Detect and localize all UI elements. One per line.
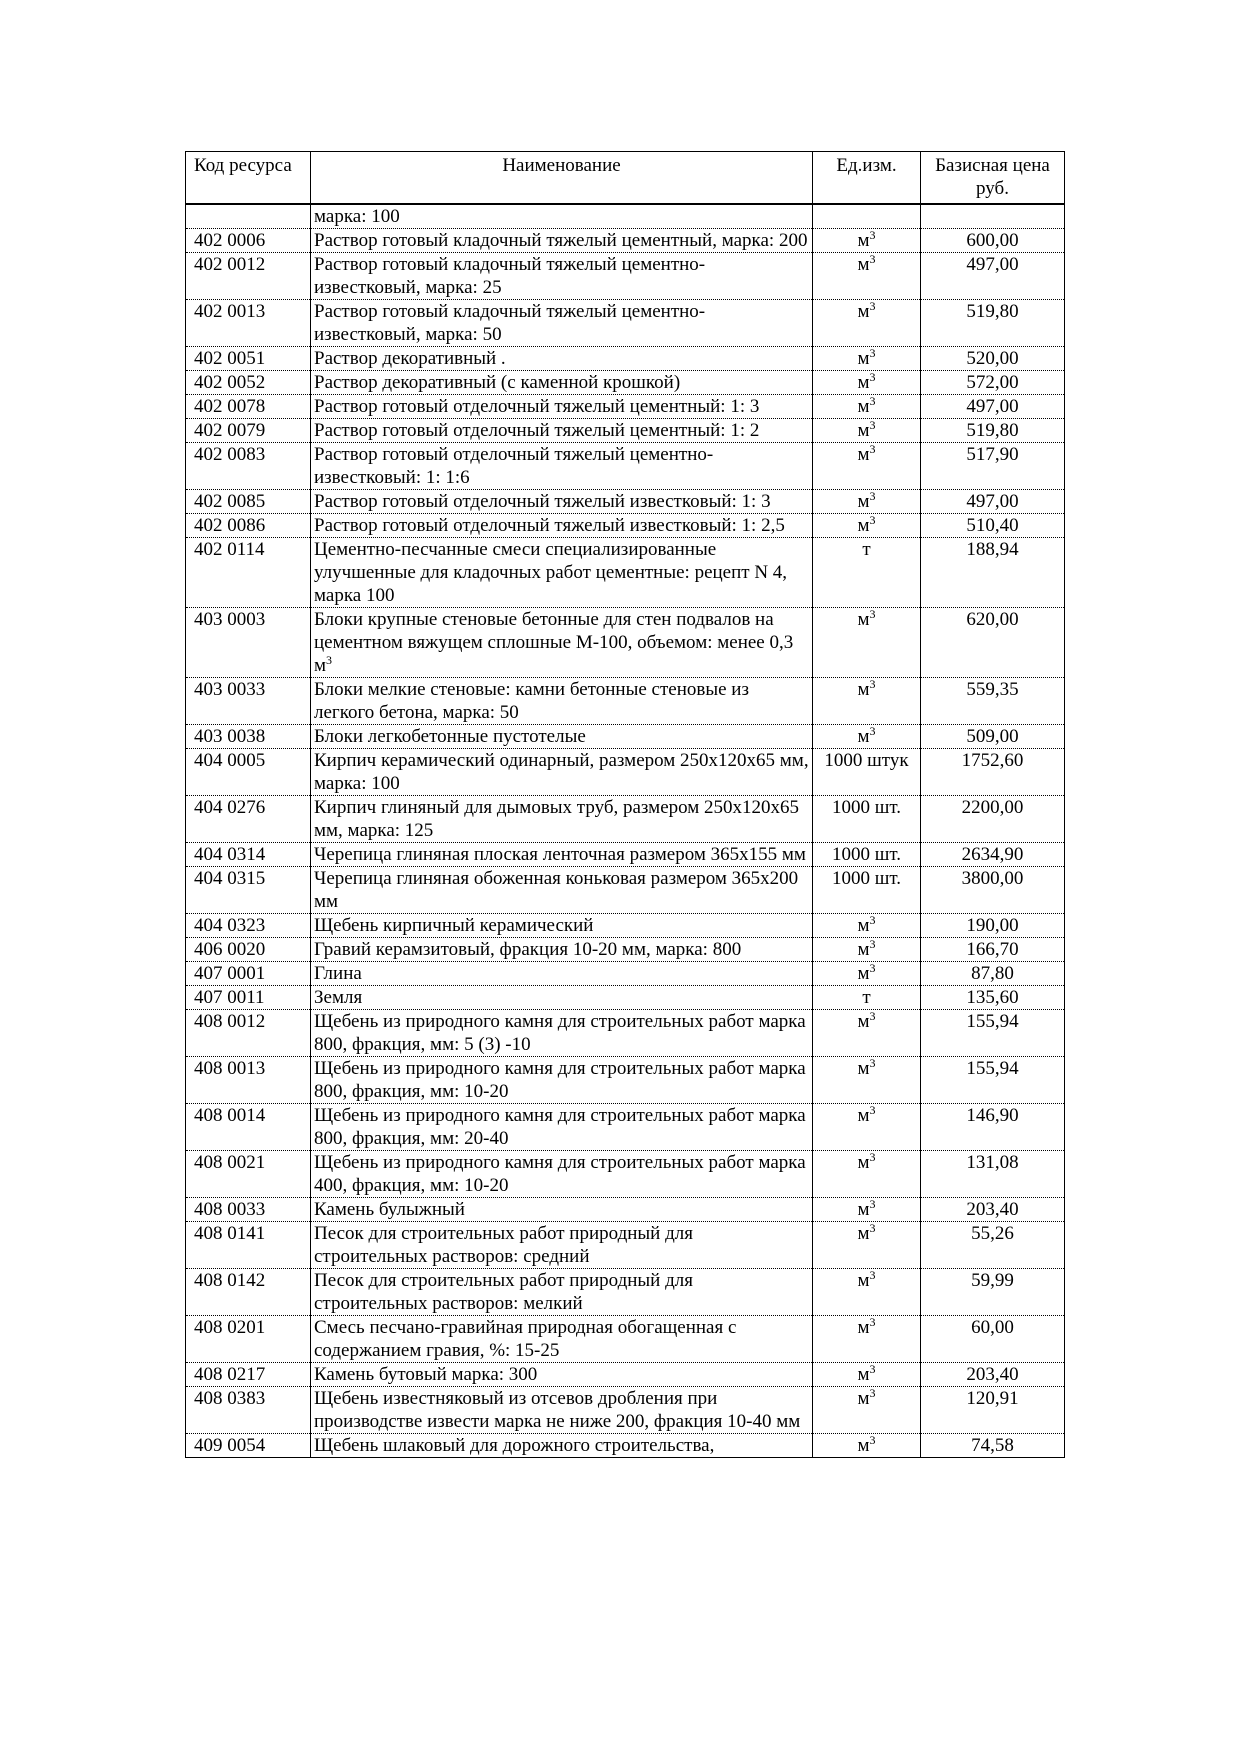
- table-row: [186, 986, 1065, 1010]
- cell-unit: $м^3$: [813, 962, 921, 986]
- cell-name: Раствор готовый кладочный тяжелый цементно-известковый, марка: 25: [311, 253, 813, 300]
- cell-resource-code: 409 0054: [186, 1434, 311, 1458]
- table-row: [186, 914, 1065, 938]
- cell-resource-code: 408 0014: [186, 1104, 311, 1151]
- cell-name: Раствор готовый отделочный тяжелый цементно-известковый: 1: 1:6: [311, 443, 813, 490]
- cell-name: Цементно-песчанные смеси специализированные улучшенные для кладочных работ цементные: рецепт N 4, марка 100: [311, 538, 813, 608]
- table-row: [186, 490, 1065, 514]
- cell-resource-code: 408 0013: [186, 1057, 311, 1104]
- cell-resource-code: 402 0052: [186, 371, 311, 395]
- table-header-row: [186, 152, 1065, 205]
- cell-unit: $м^3$: [813, 229, 921, 253]
- cell-resource-code: 402 0083: [186, 443, 311, 490]
- cell-base-price: 519,80: [921, 419, 1065, 443]
- table-row: [186, 229, 1065, 253]
- cell-base-price: 59,99: [921, 1269, 1065, 1316]
- table-row: [186, 371, 1065, 395]
- cell-resource-code: 408 0021: [186, 1151, 311, 1198]
- cell-name: Раствор готовый отделочный тяжелый цементный: 1: 3: [311, 395, 813, 419]
- table-body: [186, 204, 1065, 1458]
- cell-name: Щебень кирпичный керамический: [311, 914, 813, 938]
- cell-resource-code: 403 0003: [186, 608, 311, 678]
- cell-resource-code: 402 0051: [186, 347, 311, 371]
- cell-unit: $м^3$: [813, 1387, 921, 1434]
- cell-resource-code: 408 0142: [186, 1269, 311, 1316]
- table-row: [186, 538, 1065, 608]
- cell-base-price: 135,60: [921, 986, 1065, 1010]
- cell-name: Щебень шлаковый для дорожного строительства,: [311, 1434, 813, 1458]
- table-row: [186, 749, 1065, 796]
- cell-unit: $м^3$: [813, 914, 921, 938]
- cell-base-price: 203,40: [921, 1198, 1065, 1222]
- cell-base-price: 155,94: [921, 1057, 1065, 1104]
- cell-unit: 1000 штук: [813, 749, 921, 796]
- table-row: [186, 608, 1065, 678]
- cell-base-price: 87,80: [921, 962, 1065, 986]
- header-resource-code: Код ресурса: [186, 152, 311, 205]
- cell-resource-code: 404 0314: [186, 843, 311, 867]
- cell-unit: $м^3$: [813, 1151, 921, 1198]
- table-row: [186, 443, 1065, 490]
- cell-name: Смесь песчано-гравийная природная обогащенная с содержанием гравия, %: 15-25: [311, 1316, 813, 1363]
- cell-name: Щебень известняковый из отсевов дробления при производстве извести марка не ниже 200, фракция 10-40 мм: [311, 1387, 813, 1434]
- table-row: [186, 347, 1065, 371]
- cell-resource-code: 408 0012: [186, 1010, 311, 1057]
- cell-resource-code: 402 0078: [186, 395, 311, 419]
- cell-base-price: 510,40: [921, 514, 1065, 538]
- cell-resource-code: 404 0315: [186, 867, 311, 914]
- cell-unit: т: [813, 538, 921, 608]
- cell-resource-code: 403 0038: [186, 725, 311, 749]
- header-unit: Ед.изм.: [813, 152, 921, 205]
- table-row: [186, 253, 1065, 300]
- cell-resource-code: 402 0013: [186, 300, 311, 347]
- cell-resource-code: 402 0079: [186, 419, 311, 443]
- table-row: [186, 1010, 1065, 1057]
- cell-unit: $м^3$: [813, 1269, 921, 1316]
- cell-unit: [813, 204, 921, 229]
- cell-base-price: 188,94: [921, 538, 1065, 608]
- cell-base-price: 166,70: [921, 938, 1065, 962]
- cell-resource-code: 404 0323: [186, 914, 311, 938]
- cell-base-price: 497,00: [921, 395, 1065, 419]
- cell-name: Глина: [311, 962, 813, 986]
- table-row: [186, 419, 1065, 443]
- cell-unit: $м^3$: [813, 678, 921, 725]
- cell-base-price: 120,91: [921, 1387, 1065, 1434]
- cell-unit: $м^3$: [813, 443, 921, 490]
- table-row: [186, 1363, 1065, 1387]
- cell-unit: 1000 шт.: [813, 867, 921, 914]
- cell-base-price: 572,00: [921, 371, 1065, 395]
- cell-name: Щебень из природного камня для строительных работ марка 400, фракция, мм: 10-20: [311, 1151, 813, 1198]
- table-row: [186, 725, 1065, 749]
- cell-resource-code: 408 0201: [186, 1316, 311, 1363]
- cell-base-price: [921, 204, 1065, 229]
- table-row: [186, 1387, 1065, 1434]
- table-row: [186, 1104, 1065, 1151]
- cell-base-price: 600,00: [921, 229, 1065, 253]
- cell-name: Раствор готовый отделочный тяжелый цементный: 1: 2: [311, 419, 813, 443]
- cell-name: Кирпич глиняный для дымовых труб, размером 250х120х65 мм, марка: 125: [311, 796, 813, 843]
- header-base-price: Базисная цена руб.: [921, 152, 1065, 205]
- cell-unit: т: [813, 986, 921, 1010]
- cell-name: Черепица глиняная плоская ленточная размером 365х155 мм: [311, 843, 813, 867]
- cell-name: Раствор готовый отделочный тяжелый известковый: 1: 3: [311, 490, 813, 514]
- table-row: [186, 1269, 1065, 1316]
- cell-base-price: 520,00: [921, 347, 1065, 371]
- cell-resource-code: 404 0005: [186, 749, 311, 796]
- cell-base-price: 497,00: [921, 490, 1065, 514]
- price-table-page: [185, 151, 1064, 1458]
- cell-resource-code: 407 0011: [186, 986, 311, 1010]
- cell-unit: 1000 шт.: [813, 843, 921, 867]
- table-row: [186, 938, 1065, 962]
- cell-resource-code: 406 0020: [186, 938, 311, 962]
- cell-name: Щебень из природного камня для строительных работ марка 800, фракция, мм: 5 (3) -10: [311, 1010, 813, 1057]
- cell-base-price: 620,00: [921, 608, 1065, 678]
- table-row: [186, 1434, 1065, 1458]
- cell-name: Блоки мелкие стеновые: камни бетонные стеновые из легкого бетона, марка: 50: [311, 678, 813, 725]
- cell-unit: $м^3$: [813, 371, 921, 395]
- cell-unit: $м^3$: [813, 1104, 921, 1151]
- cell-resource-code: 407 0001: [186, 962, 311, 986]
- cell-unit: $м^3$: [813, 1010, 921, 1057]
- table-row: [186, 1057, 1065, 1104]
- table-row: [186, 1198, 1065, 1222]
- cell-name: Раствор готовый кладочный тяжелый цементный, марка: 200: [311, 229, 813, 253]
- cell-name: Раствор декоративный .: [311, 347, 813, 371]
- cell-resource-code: 404 0276: [186, 796, 311, 843]
- cell-name: Щебень из природного камня для строительных работ марка 800, фракция, мм: 20-40: [311, 1104, 813, 1151]
- cell-unit: $м^3$: [813, 419, 921, 443]
- cell-base-price: 60,00: [921, 1316, 1065, 1363]
- cell-base-price: 2634,90: [921, 843, 1065, 867]
- cell-name: Черепица глиняная обоженная коньковая размером 365х200 мм: [311, 867, 813, 914]
- cell-resource-code: 408 0217: [186, 1363, 311, 1387]
- table-row: [186, 204, 1065, 229]
- cell-unit: $м^3$: [813, 514, 921, 538]
- cell-resource-code: 403 0033: [186, 678, 311, 725]
- table-row: [186, 514, 1065, 538]
- cell-base-price: 146,90: [921, 1104, 1065, 1151]
- cell-name: Песок для строительных работ природный для строительных растворов: мелкий: [311, 1269, 813, 1316]
- cell-unit: $м^3$: [813, 1363, 921, 1387]
- cell-resource-code: 402 0006: [186, 229, 311, 253]
- table-row: [186, 1151, 1065, 1198]
- cell-resource-code: 402 0085: [186, 490, 311, 514]
- cell-base-price: 155,94: [921, 1010, 1065, 1057]
- cell-name: Песок для строительных работ природный для строительных растворов: средний: [311, 1222, 813, 1269]
- cell-resource-code: 408 0141: [186, 1222, 311, 1269]
- cell-name: Раствор готовый отделочный тяжелый известковый: 1: 2,5: [311, 514, 813, 538]
- cell-unit: $м^3$: [813, 300, 921, 347]
- header-name: Наименование: [311, 152, 813, 205]
- cell-name: Раствор декоративный (с каменной крошкой): [311, 371, 813, 395]
- cell-unit: $м^3$: [813, 938, 921, 962]
- cell-base-price: 190,00: [921, 914, 1065, 938]
- cell-base-price: 74,58: [921, 1434, 1065, 1458]
- cell-base-price: 1752,60: [921, 749, 1065, 796]
- cell-unit: $м^3$: [813, 395, 921, 419]
- cell-unit: $м^3$: [813, 347, 921, 371]
- cell-resource-code: 402 0012: [186, 253, 311, 300]
- cell-name: Земля: [311, 986, 813, 1010]
- cell-unit: $м^3$: [813, 725, 921, 749]
- cell-name: Раствор готовый кладочный тяжелый цементно-известковый, марка: 50: [311, 300, 813, 347]
- table-row: [186, 867, 1065, 914]
- cell-resource-code: 408 0383: [186, 1387, 311, 1434]
- cell-base-price: 509,00: [921, 725, 1065, 749]
- table-row: [186, 796, 1065, 843]
- cell-name: Блоки легкобетонные пустотелые: [311, 725, 813, 749]
- cell-base-price: 517,90: [921, 443, 1065, 490]
- cell-name: Камень бутовый марка: 300: [311, 1363, 813, 1387]
- cell-unit: $м^3$: [813, 490, 921, 514]
- resource-price-table: [185, 151, 1065, 1458]
- table-row: [186, 1222, 1065, 1269]
- table-row: [186, 1316, 1065, 1363]
- cell-name: Гравий керамзитовый, фракция 10-20 мм, марка: 800: [311, 938, 813, 962]
- table-row: [186, 843, 1065, 867]
- cell-name: Блоки крупные стеновые бетонные для стен подвалов на цементном вяжущем сплошные М-100, объемом: менее 0,3 $м^3$: [311, 608, 813, 678]
- cell-base-price: 2200,00: [921, 796, 1065, 843]
- table-row: [186, 395, 1065, 419]
- cell-base-price: 559,35: [921, 678, 1065, 725]
- cell-resource-code: 402 0114: [186, 538, 311, 608]
- table-row: [186, 678, 1065, 725]
- cell-base-price: 497,00: [921, 253, 1065, 300]
- cell-unit: $м^3$: [813, 608, 921, 678]
- cell-resource-code: 408 0033: [186, 1198, 311, 1222]
- cell-base-price: 55,26: [921, 1222, 1065, 1269]
- cell-unit: $м^3$: [813, 1434, 921, 1458]
- cell-unit: $м^3$: [813, 253, 921, 300]
- cell-name: Камень булыжный: [311, 1198, 813, 1222]
- cell-name: Щебень из природного камня для строительных работ марка 800, фракция, мм: 10-20: [311, 1057, 813, 1104]
- cell-resource-code: 402 0086: [186, 514, 311, 538]
- cell-unit: 1000 шт.: [813, 796, 921, 843]
- cell-base-price: 3800,00: [921, 867, 1065, 914]
- cell-unit: $м^3$: [813, 1198, 921, 1222]
- table-row: [186, 300, 1065, 347]
- table-row: [186, 962, 1065, 986]
- cell-unit: $м^3$: [813, 1222, 921, 1269]
- cell-resource-code: [186, 204, 311, 229]
- cell-base-price: 131,08: [921, 1151, 1065, 1198]
- cell-base-price: 519,80: [921, 300, 1065, 347]
- cell-name: Кирпич керамический одинарный, размером 250х120х65 мм, марка: 100: [311, 749, 813, 796]
- cell-base-price: 203,40: [921, 1363, 1065, 1387]
- cell-name: марка: 100: [311, 204, 813, 229]
- cell-unit: $м^3$: [813, 1316, 921, 1363]
- cell-unit: $м^3$: [813, 1057, 921, 1104]
